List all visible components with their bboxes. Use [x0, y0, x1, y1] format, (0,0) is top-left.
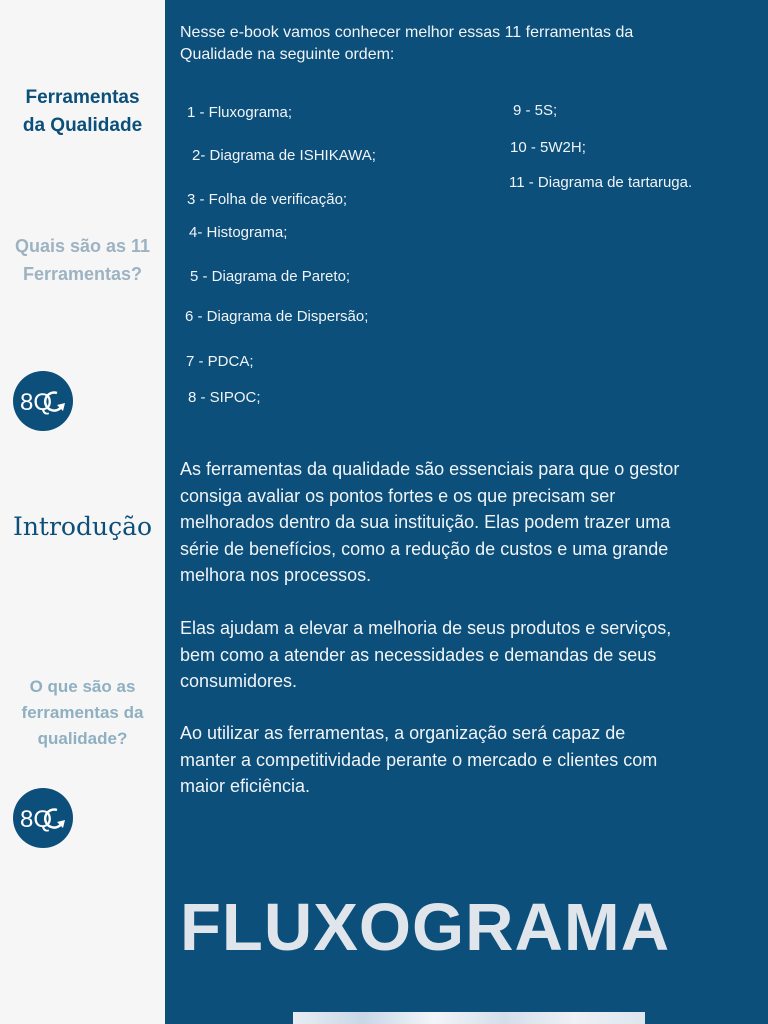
brand-logo	[13, 371, 73, 431]
svg-text:8Q: 8Q	[20, 389, 53, 416]
list-item: 2- Diagrama de ISHIKAWA;	[192, 147, 376, 164]
list-item: 4- Histograma;	[189, 224, 288, 241]
svg-text:8Q: 8Q	[20, 806, 53, 833]
logo-8q-icon	[13, 371, 73, 431]
list-item: 3 - Folha de verificação;	[187, 191, 348, 208]
intro-text: Nesse e-book vamos conhecer melhor essas 11 ferramentas da Qualidade na seguinte ordem:	[180, 24, 634, 63]
brand-logo	[13, 788, 73, 848]
sidebar-title-quais: Quais são as 11 Ferramentas?	[14, 236, 151, 284]
list-item: 11 - Diagrama de tartaruga.	[509, 174, 693, 191]
sidebar-title-ferramentas: Ferramentas da Qualidade	[22, 87, 143, 136]
list-item: 1 - Fluxograma;	[187, 104, 293, 121]
list-item: 9 - 5S;	[513, 102, 558, 119]
section-heading: FLUXOGRAMA	[180, 890, 671, 965]
list-item: 5 - Diagrama de Pareto;	[190, 268, 351, 285]
list-item: 7 - PDCA;	[186, 353, 254, 370]
list-item: 8 - SIPOC;	[188, 389, 261, 406]
paragraph-intro: As ferramentas da qualidade são essenciais para que o gestor consiga avaliar os pontos fortes e os que precisam ser melhorados dentro da sua instituição. Elas podem trazer uma série de benefícios, como a redução de custos e uma grande melhora nos processos.	[180, 459, 680, 585]
paragraph-benefits: Elas ajudam a elevar a melhoria de seus produtos e serviços, bem como a atender as necessidades e demandas de seus consumidores.	[180, 618, 672, 691]
sidebar-title-introducao: Introdução	[12, 512, 153, 541]
cropped-image	[293, 1012, 645, 1024]
logo-8q-icon	[13, 788, 73, 848]
paragraph-competitiveness: Ao utilizar as ferramentas, a organização será capaz de manter a competitividade perante o mercado e clientes com maior eficiência.	[180, 723, 658, 796]
sidebar-title-oque: O que são as ferramentas da qualidade?	[21, 677, 144, 748]
list-item: 10 - 5W2H;	[510, 139, 586, 156]
list-item: 6 - Diagrama de Dispersão;	[185, 308, 369, 325]
sidebar	[0, 0, 165, 1024]
